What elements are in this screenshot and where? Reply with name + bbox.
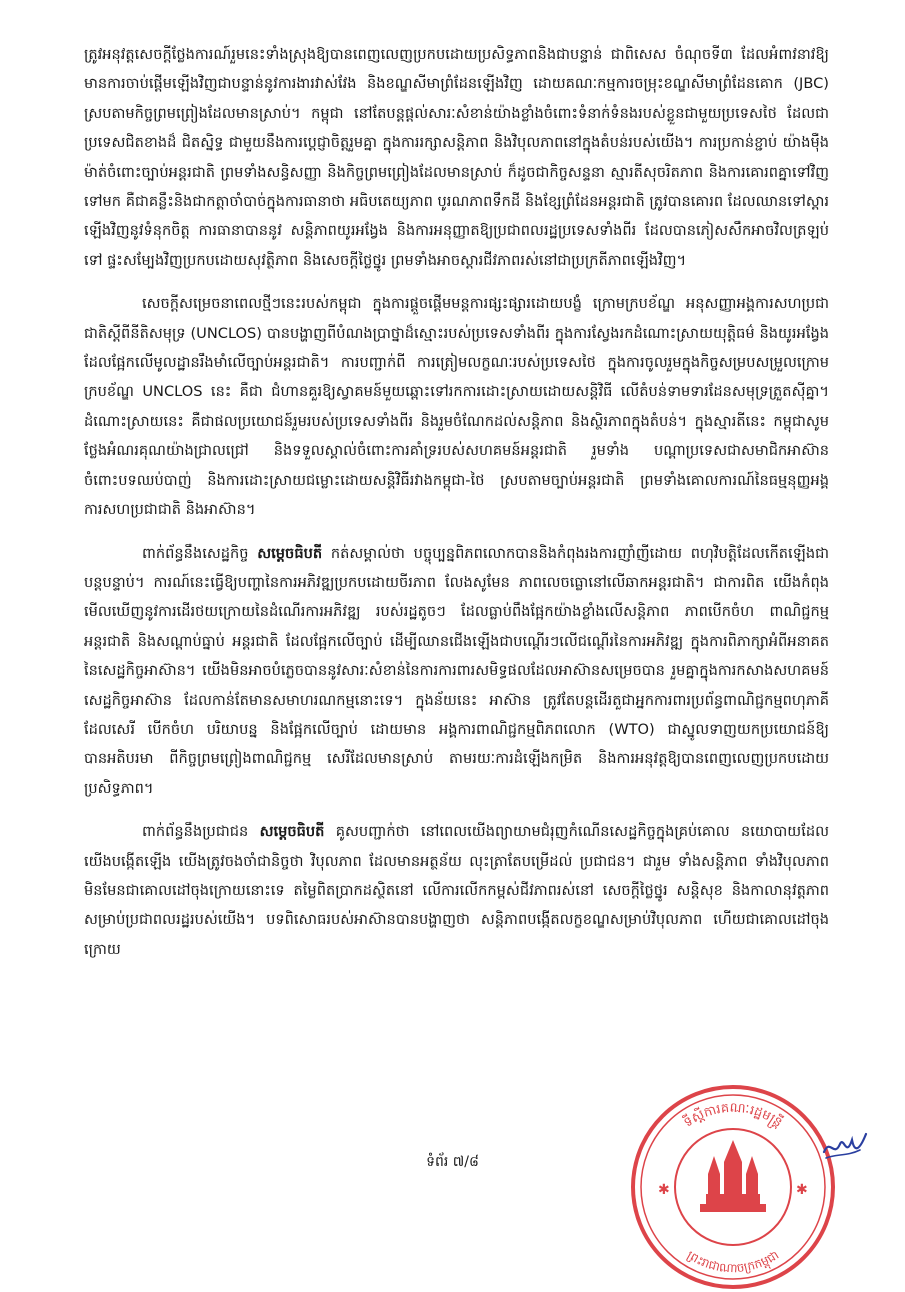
paragraph-3-emphasis: សម្ដេចធិបតី <box>257 544 323 562</box>
temple-emblem-icon <box>700 1140 766 1212</box>
official-seal-stamp <box>628 1082 838 1292</box>
document-body <box>84 40 829 978</box>
paragraph-2: សេចក្ដីសម្រេចនាពេលថ្មីៗនេះរបស់កម្ពុជា ក្នុងការផ្ដួចផ្ដើមមន្តការផ្សះផ្សារដោយបង្ខំ ក្រោមក្របខ័ណ្ឌ អនុសញ្ញាអង្គការសហប្រជាជាតិស្ដីពីនីតិសមុទ្រ (UNCLOS) បានបង្ហាញពីបំណងប្រាថ្នាដ៏ស្មោះរបស់ប្រទេសទាំងពីរ ក្នុងការស្វែងរកដំណោះស្រាយយុត្តិធម៌ និងយូរអង្វែង ដែលផ្អែកលើមូលដ្ឋានរឹងមាំលើច្បាប់អន្តរជាតិ។ ការបញ្ជាក់ពី ការត្រៀមលក្ខណៈរបស់ប្រទេសថៃ ក្នុងការចូលរួមក្នុងកិច្ចសម្របសម្រួលក្រោមក្របខ័ណ្ឌ UNCLOS នេះ គឺជា ជំហានគួរឱ្យស្វាគមន៍មួយឆ្ពោះទៅរកការដោះស្រាយដោយសន្តិវិធី លើតំបន់ទាមទារដែនសមុទ្រត្រួតស៊ីគ្នា។ ដំណោះស្រាយនេះ គឺជាផលប្រយោជន៍រួមរបស់ប្រទេសទាំងពីរ និងរួមចំណែកដល់សន្តិភាព និងស្ថិរភាពក្នុងតំបន់។ ក្នុងស្មារតីនេះ កម្ពុជាសូមថ្លែងអំណរគុណយ៉ាងជ្រាលជ្រៅ និងទទួលស្គាល់ចំពោះការគាំទ្ររបស់សហគមន៍អន្តរជាតិ រួមទាំង បណ្ដាប្រទេសជាសមាជិកអាស៊ាន ចំពោះបទឈប់បាញ់ និងការដោះស្រាយជម្លោះដោយសន្តិវិធីរវាងកម្ពុជា-ថៃ ស្របតាមច្បាប់អន្តរជាតិ ព្រមទាំងគោលការណ៍នៃធម្មនុញ្ញអង្គការសហប្រជាជាតិ និងអាស៊ាន។ <box>84 295 829 519</box>
page-number: ទំព័រ ៧/៨ <box>426 1154 479 1170</box>
seal-bottom-text: ព្រះរាជាណាចក្រកម្ពុជា <box>684 1247 782 1276</box>
seal-star-left-icon: ✱ <box>658 1182 670 1198</box>
paragraph-1: ត្រូវអនុវត្តសេចក្ដីថ្លែងការណ៍រួមនេះទាំងស្រុងឱ្យបានពេញលេញប្រកបដោយប្រសិទ្ធភាពនិងជាបន្ទាន់ ជាពិសេស ចំណុចទី៣ ដែលអំពាវនាវឱ្យមានការចាប់ផ្ដើមឡើងវិញជាបន្ទាន់នូវការងារវាស់វែង និងខណ្ឌសីមាព្រំដែនឡើងវិញ ដោយគណៈកម្មការចម្រុះខណ្ឌសីមាព្រំដែនគោក (JBC) ស្របតាមកិច្ចព្រមព្រៀងដែលមានស្រាប់។ កម្ពុជា នៅតែបន្តផ្ដល់សារៈសំខាន់យ៉ាងខ្លាំងចំពោះទំនាក់ទំនងរបស់ខ្លួនជាមួយប្រទេសថៃ ដែលជាប្រទេសជិតខាងដ៏ ជិតស្និទ្ធ ជាមួយនឹងការប្ដេជ្ញាចិត្តរួមគ្នា ក្នុងការរក្សាសន្តិភាព និងវិបុលភាពនៅក្នុងតំបន់របស់យើង។ ការប្រកាន់ខ្ជាប់ យ៉ាងម៉ឺងម៉ាត់ចំពោះច្បាប់អន្តរជាតិ ព្រមទាំងសន្ធិសញ្ញា និងកិច្ចព្រមព្រៀងដែលមានស្រាប់ ក៏ដូចជាកិច្ចសន្ទនា ស្មារតីសុចរិតភាព និងការគោរពគ្នាទៅវិញទៅមក គឺជាគន្លឹះនិងជាកត្តាចាំបាច់ក្នុងការធានាថា អធិបតេយ្យភាព បូរណភាពទឹកដី និងខ្សែព្រំដែនអន្តរជាតិ ត្រូវបានគោរព ដែលឈានទៅស្ដារឡើងវិញនូវទំនុកចិត្ត ការធានាបាននូវ សន្តិភាពយូរអង្វែង និងការអនុញ្ញាតឱ្យប្រជាពលរដ្ឋប្រទេសទាំងពីរ ដែលបានភៀសសឹកអាចវិលត្រឡប់ទៅ ផ្ទះសម្បែងវិញប្រកបដោយសុវត្ថិភាព និងសេចក្ដីថ្លៃថ្នូរ ព្រមទាំងអាចស្ដារជីវភាពរស់នៅជាប្រក្រតីភាពឡើងវិញ។ <box>84 46 829 269</box>
paragraph-3-lead: ពាក់ព័ន្ធនឹងសេដ្ឋកិច្ច <box>142 544 258 562</box>
paragraph-4 <box>84 817 829 964</box>
handwritten-signature <box>820 1128 870 1168</box>
paragraph-3-body: កត់សម្គាល់ថា បច្ចុប្បន្នពិភពលោកបាននិងកំពុងរងការញាំញីដោយ ពហុវិបត្តិដែលកើតឡើងជាបន្តបន្ទាប់។ ការណ៍នេះធ្វើឱ្យបញ្ហានៃការអភិវឌ្ឍប្រកបដោយចីរភាព លែងសូមែន ភាពលេចធ្លោនៅលើឆាកអន្តរជាតិ។ ជាការពិត យើងកំពុងមើលឃើញនូវការដើរថយក្រោយនៃដំណើរការអភិវឌ្ឍ របស់រដ្ឋតូចៗ ដែលធ្លាប់ពឹងផ្អែកយ៉ាងខ្លាំងលើសន្តិភាព ភាពបើកចំហ ពាណិជ្ជកម្មអន្តរជាតិ និងសណ្ដាប់ធ្នាប់ អន្តរជាតិ ដែលផ្អែកលើច្បាប់ ដើម្បីឈានជើងឡើងជាបណ្ដើរៗលើជណ្ដើរនៃការអភិវឌ្ឍ ក្នុងការពិភាក្សាអំពីអនាគត នៃសេដ្ឋកិច្ចអាស៊ាន។ យើងមិនអាចបំភ្លេចបាននូវសារៈសំខាន់នៃការការពារសមិទ្ធផលដែលអាស៊ានសម្រេចបាន រួមគ្នាក្នុងការកសាងសហគមន៍សេដ្ឋកិច្ចអាស៊ាន ដែលកាន់តែមានសមាហរណកម្មនោះទេ។ ក្នុងន័យនេះ អាស៊ាន ត្រូវតែបន្តដើរតួជាអ្នកការពារប្រព័ន្ធពាណិជ្ជកម្មពហុភាគី ដែលសេរី បើកចំហ បរិយាបន្ន និងផ្អែកលើច្បាប់ ដោយមាន អង្គការពាណិជ្ជកម្មពិភពលោក (WTO) ជាស្នូលទាញយកប្រយោជន៍ឱ្យបានអតិបរមា ពីកិច្ចព្រមព្រៀងពាណិជ្ជកម្ម សេរីដែលមានស្រាប់ តាមរយៈការដំឡើងកម្រិត និងការអនុវត្តឱ្យបានពេញលេញប្រកបដោយប្រសិទ្ធភាព។ <box>84 544 829 797</box>
seal-star-right-icon: ✱ <box>796 1182 808 1198</box>
paragraph-3 <box>84 539 829 804</box>
seal-top-text: ទីស្ដីការគណៈរដ្ឋមន្ត្រី <box>681 1100 785 1131</box>
paragraph-4-emphasis: សម្ដេចធិបតី <box>259 823 325 841</box>
paragraph-4-lead: ពាក់ព័ន្ធនឹងប្រជាជន <box>142 823 260 841</box>
paragraph-4-body: គូសបញ្ជាក់ថា នៅពេលយើងព្យាយាមជំរុញកំណើនសេដ្ឋកិច្ចក្នុងគ្រប់គោល នយោបាយដែលយើងបង្កើតឡើង យើងត្រូវចងចាំជានិច្ចថា វិបុលភាព ដែលមានអត្ថន័យ លុះត្រាតែបម្រើដល់ ប្រជាជន។ ជារួម ទាំងសន្តិភាព ទាំងវិបុលភាព មិនមែនជាគោលដៅចុងក្រោយនោះទេ តម្លៃពិតប្រាកដស្ថិតនៅ លើការលើកកម្ពស់ជីវភាពរស់នៅ សេចក្ដីថ្លៃថ្នូរ សន្តិសុខ និងកាលានុវត្តភាពសម្រាប់ប្រជាពលរដ្ឋរបស់យើង។ បទពិសោធរបស់អាស៊ានបានបង្ហាញថា សន្តិភាពបង្កើតលក្ខខណ្ឌសម្រាប់វិបុលភាព ហើយជាគោលដៅចុងក្រោយ <box>84 823 829 958</box>
svg-text:ព្រះរាជាណាចក្រកម្ពុជា <box>685 1248 782 1276</box>
svg-text:ទីស្ដីការគណៈរដ្ឋមន្ត្រី <box>680 1100 786 1132</box>
